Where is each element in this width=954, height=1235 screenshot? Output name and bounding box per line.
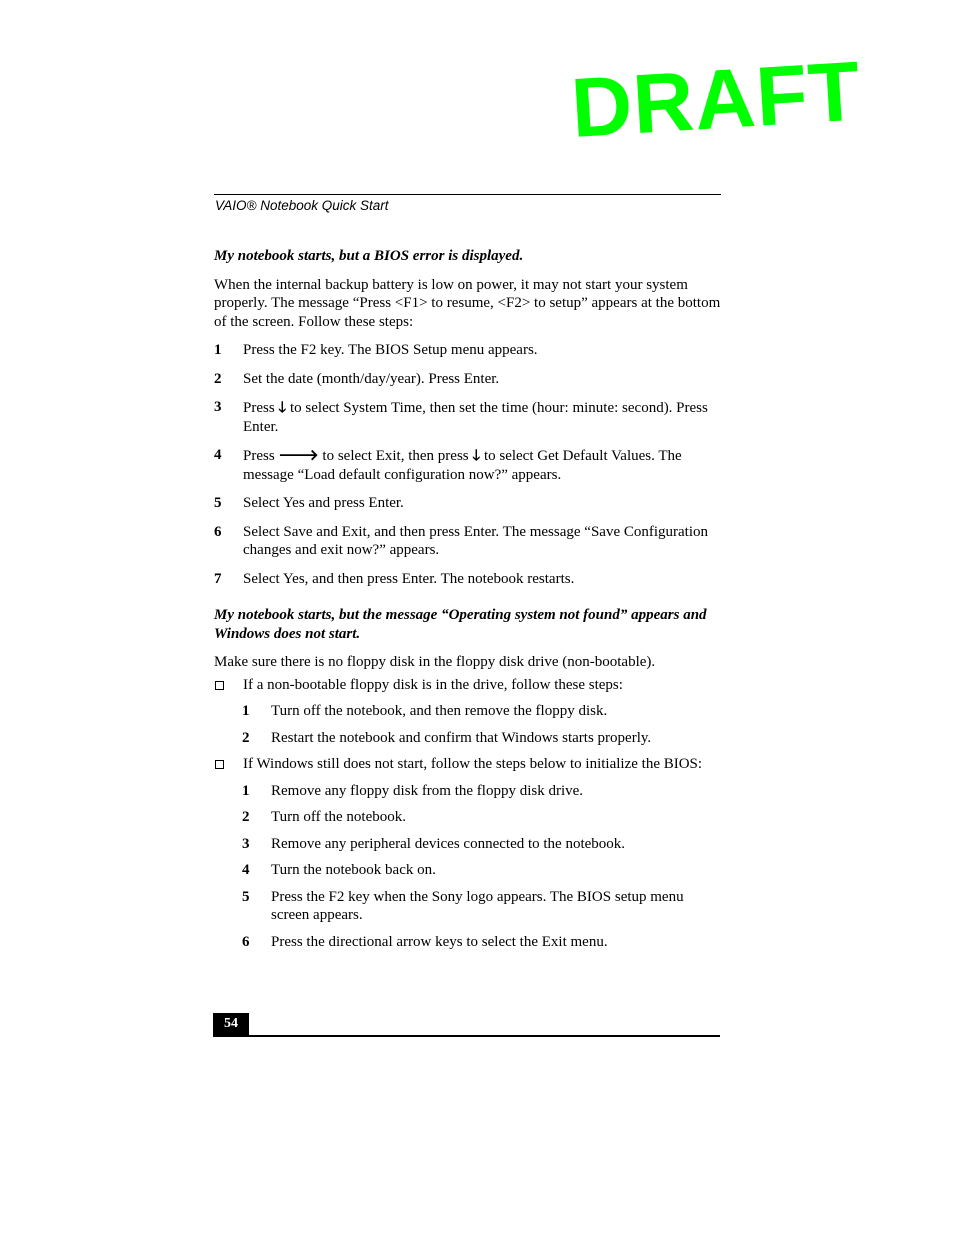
checkbox-bullet-icon: [215, 681, 224, 690]
step-text: Press the F2 key when the Sony logo appears. The BIOS setup menu screen appears.: [271, 888, 684, 923]
step-text: Remove any peripheral devices connected to the notebook.: [271, 835, 626, 852]
step-text: Turn off the notebook.: [271, 809, 406, 825]
step-item: [242, 933, 724, 952]
step-text: Press the F2 key. The BIOS Setup menu appears.: [243, 342, 538, 358]
step-number: 1: [242, 703, 250, 719]
bullet-text: If Windows still does not start, follow the steps below to initialize the BIOS:: [243, 756, 703, 772]
step-text: Restart the notebook and confirm that Windows starts properly.: [271, 729, 652, 746]
step-number: 4: [242, 862, 250, 878]
step-text: Select Yes and press Enter.: [243, 495, 404, 511]
step-item: [242, 888, 724, 925]
checkbox-bullet-item: [214, 755, 724, 774]
step-item: [242, 782, 724, 801]
step-text-post: to select Get Default Values. The message “Load default configuration now?” appears.: [243, 448, 682, 483]
step-text-mid: to select Exit, then press: [322, 448, 473, 464]
step-number: 6: [214, 523, 222, 540]
checkbox-bullet-item: [214, 676, 724, 695]
step-item: [242, 861, 724, 880]
step-item: [214, 341, 724, 360]
section1-intro: When the internal backup battery is low on power, it may not start your system properly. The message “Press <F1> to resume, <F2> to setup” appears at the bottom of the screen. Follow these steps:: [214, 276, 721, 330]
step-item: [214, 370, 724, 389]
step-item: [242, 808, 724, 827]
step-number: 4: [214, 447, 222, 463]
step-item: [242, 702, 724, 721]
sub-steps: [214, 782, 724, 952]
step-number: 1: [214, 342, 222, 358]
step-item: [242, 835, 724, 854]
step-item: [214, 494, 724, 513]
step-item: [214, 446, 724, 484]
draft-watermark: DRAFT: [568, 43, 864, 155]
checkbox-bullet-icon: [215, 760, 224, 769]
step-text-pre: Press: [243, 448, 279, 464]
running-header: VAIO® Notebook Quick Start: [215, 198, 389, 213]
arrow-right-icon: 🡒: [278, 446, 319, 464]
step-number: 2: [242, 729, 250, 746]
step-item: [214, 570, 724, 589]
step-number: 5: [242, 888, 250, 905]
step-text-pre: Press: [243, 400, 279, 416]
step-number: 2: [214, 370, 222, 387]
arrow-down-icon: 🡓: [472, 446, 481, 464]
step-text: Select Save and Exit, and then press Enter. The message “Save Configuration changes and exit now?” appears.: [243, 523, 709, 558]
page-content: [214, 247, 724, 959]
step-text: Turn off the notebook, and then remove the floppy disk.: [271, 703, 608, 719]
step-number: 1: [242, 782, 250, 799]
step-item: [242, 729, 724, 748]
step-number: 3: [214, 399, 222, 415]
arrow-down-icon: 🡓: [278, 398, 287, 416]
header-rule: [214, 194, 721, 195]
step-item: [214, 398, 724, 436]
step-number: 2: [242, 809, 250, 825]
step-item: [214, 523, 724, 560]
step-number: 6: [242, 933, 250, 950]
step-number: 7: [214, 570, 222, 587]
footer-rule: [213, 1035, 720, 1037]
step-text: Turn the notebook back on.: [271, 862, 436, 878]
step-text-post: to select System Time, then set the time (hour: minute: second). Press Enter.: [243, 400, 708, 435]
page-number: 54: [213, 1013, 249, 1035]
bullet-text: If a non-bootable floppy disk is in the drive, follow these steps:: [243, 676, 623, 693]
sub-steps: [214, 702, 724, 747]
step-text: Select Yes, and then press Enter. The notebook restarts.: [243, 570, 575, 587]
step-number: 5: [214, 495, 222, 511]
section1-heading: My notebook starts, but a BIOS error is displayed.: [214, 248, 524, 264]
step-text: Set the date (month/day/year). Press Enter.: [243, 370, 500, 387]
step-text: Press the directional arrow keys to select the Exit menu.: [271, 933, 608, 950]
step-number: 3: [242, 835, 250, 852]
step-text: Remove any floppy disk from the floppy disk drive.: [271, 782, 584, 799]
section2-intro: Make sure there is no floppy disk in the floppy disk drive (non-bootable).: [214, 654, 656, 670]
section2-heading: My notebook starts, but the message “Operating system not found” appears and Windows does not start.: [214, 607, 707, 642]
